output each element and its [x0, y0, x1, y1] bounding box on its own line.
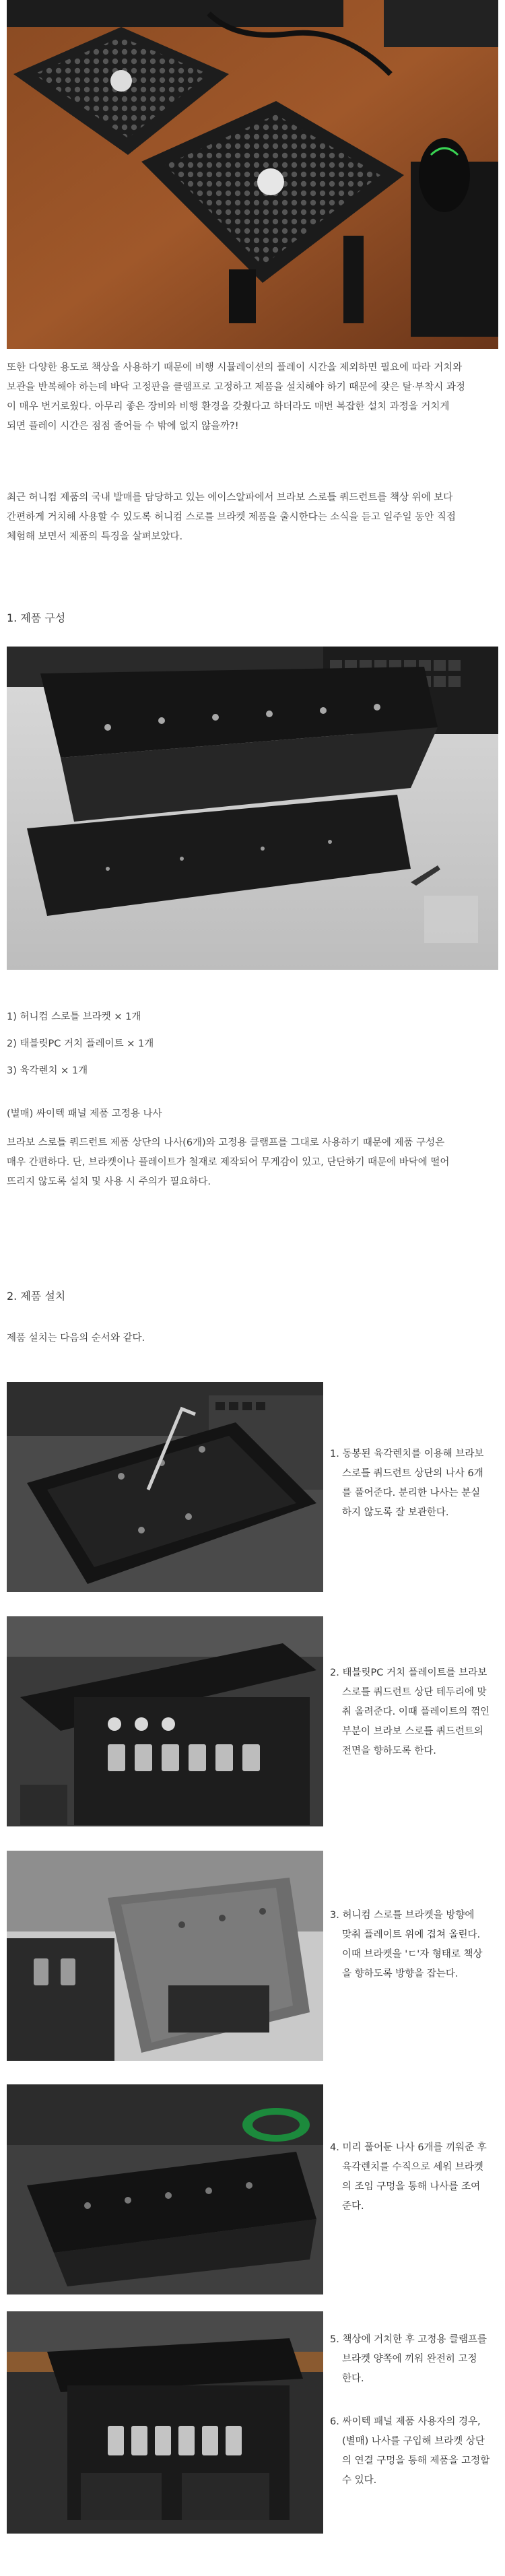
- note-line: 매우 간편하다. 단, 브라켓이나 플레이트가 철재로 제작되어 무게감이 있고, 단단하기 때문에 바닥에 떨어: [7, 1157, 450, 1168]
- step1-photo: [7, 1382, 323, 1592]
- step-line: 준다.: [342, 2201, 364, 2212]
- step-line: 4. 미리 풀어둔 나사 6개를 끼워준 후: [330, 2142, 487, 2153]
- step-line: 1. 동봉된 육각렌치를 이용해 브라보: [330, 1449, 484, 1459]
- step-line: 2. 태블릿PC 거치 플레이트를 브라보: [330, 1667, 487, 1678]
- step2-caption: [330, 1663, 502, 1761]
- note-line: 뜨리지 않도록 설치 및 사용 시 주의가 필요하다.: [7, 1177, 211, 1187]
- announce-line: 간편하게 거치해 사용할 수 있도록 허니컴 스로틀 브라켓 제품을 출시한다는 소식을 듣고 일주일 동안 직접: [7, 512, 456, 523]
- step2-photo: [7, 1616, 323, 1826]
- section2-title: 2. 제품 설치: [7, 1290, 66, 1302]
- announce-line: 체험해 보면서 제품의 특징을 살펴보았다.: [7, 531, 183, 542]
- step-line: 의 조임 구멍을 통해 나사를 조여: [342, 2181, 481, 2192]
- step-line: 부분이 브라보 스로틀 쿼드런트의: [342, 1726, 483, 1737]
- step-line: 의 연결 구멍을 통해 제품을 고정할: [342, 2455, 490, 2466]
- step6-caption: [330, 2412, 502, 2490]
- step-line: 한다.: [342, 2373, 364, 2384]
- announce-line: 최근 허니컴 제품의 국내 발매를 담당하고 있는 에이스알파에서 브라보 스로틀 쿼드런트를 책상 위에 보다: [7, 492, 453, 503]
- step-line: 를 풀어준다. 분리한 나사는 분실: [342, 1488, 481, 1498]
- announce-paragraph: [7, 488, 502, 547]
- step-line: 맞춰 플레이트 위에 겹쳐 올린다.: [342, 1929, 481, 1940]
- component-item: 1) 허니컴 스로틀 브라켓 × 1개: [7, 1012, 141, 1022]
- step-line: 브라켓 양쪽에 끼워 완전히 고정: [342, 2354, 477, 2365]
- intro-line: 또한 다양한 용도로 책상을 사용하기 때문에 비행 시뮬레이션의 플레이 시간을 제외하면 필요에 따라 거치와: [7, 362, 463, 373]
- section2-intro: 제품 설치는 다음의 순서와 같다.: [7, 1333, 145, 1344]
- step-line: 육각렌치를 수직으로 세워 브라켓: [342, 2162, 483, 2173]
- step3-photo: [7, 1851, 323, 2061]
- intro-paragraph: [7, 358, 502, 436]
- intro-line: 보관을 반복해야 하는데 바닥 고정판을 클램프로 고정하고 제품을 설치해야 하기 때문에 잦은 탈·부착시 과정: [7, 382, 465, 393]
- optional-item: (별매) 싸이텍 패널 제품 고정용 나사: [7, 1109, 162, 1119]
- step-line: 5. 책상에 거치한 후 고정용 클램프를: [330, 2334, 487, 2345]
- step5-caption: [330, 2330, 502, 2389]
- note-line: 브라보 스로틀 쿼드런트 제품 상단의 나사(6개)와 고정용 클램프를 그대로 사용하기 때문에 제품 구성은: [7, 1137, 445, 1148]
- step-line: 3. 허니컴 스로틀 브라켓을 방향에: [330, 1910, 475, 1921]
- step-line: 6. 싸이텍 패널 제품 사용자의 경우,: [330, 2416, 481, 2427]
- step-line: 전면을 향하도록 한다.: [342, 1746, 436, 1756]
- step-line: (별매) 나사를 구입해 브라켓 상단: [342, 2436, 485, 2447]
- top-photo-desk-mounts: [7, 0, 498, 349]
- step4-photo: [7, 2084, 323, 2294]
- section1-title: 1. 제품 구성: [7, 612, 66, 624]
- step-line: 스로틀 쿼드런트 상단 테두리에 맞: [342, 1687, 487, 1698]
- step-line: 이때 브라켓을 'ㄷ'자 형태로 책상: [342, 1949, 483, 1960]
- step3-caption: [330, 1906, 502, 1984]
- step-line: 을 향하도록 방향을 잡는다.: [342, 1969, 459, 1979]
- component-item: 3) 육각렌치 × 1개: [7, 1065, 88, 1076]
- step4-caption: [330, 2138, 502, 2216]
- intro-line: 되면 플레이 시간은 점점 줄어들 수 밖에 없지 않을까?!: [7, 421, 239, 432]
- step-line: 춰 올려준다. 이때 플레이트의 꺾인: [342, 1707, 490, 1717]
- component-item: 2) 태블릿PC 거치 플레이트 × 1개: [7, 1038, 154, 1049]
- step1-caption: [330, 1445, 502, 1523]
- step5-photo: [7, 2311, 323, 2534]
- components-note: [7, 1133, 502, 1192]
- step-line: 하지 않도록 잘 보관한다.: [342, 1507, 449, 1518]
- step-line: 스로틀 쿼드런트 상단의 나사 6개: [342, 1468, 483, 1479]
- intro-line: 이 매우 번거로웠다. 아무리 좋은 장비와 비행 환경을 갖췄다고 하더라도 매번 복잡한 설치 과정을 거치게: [7, 401, 450, 412]
- product-components-photo: [7, 647, 498, 970]
- step-line: 수 있다.: [342, 2475, 377, 2486]
